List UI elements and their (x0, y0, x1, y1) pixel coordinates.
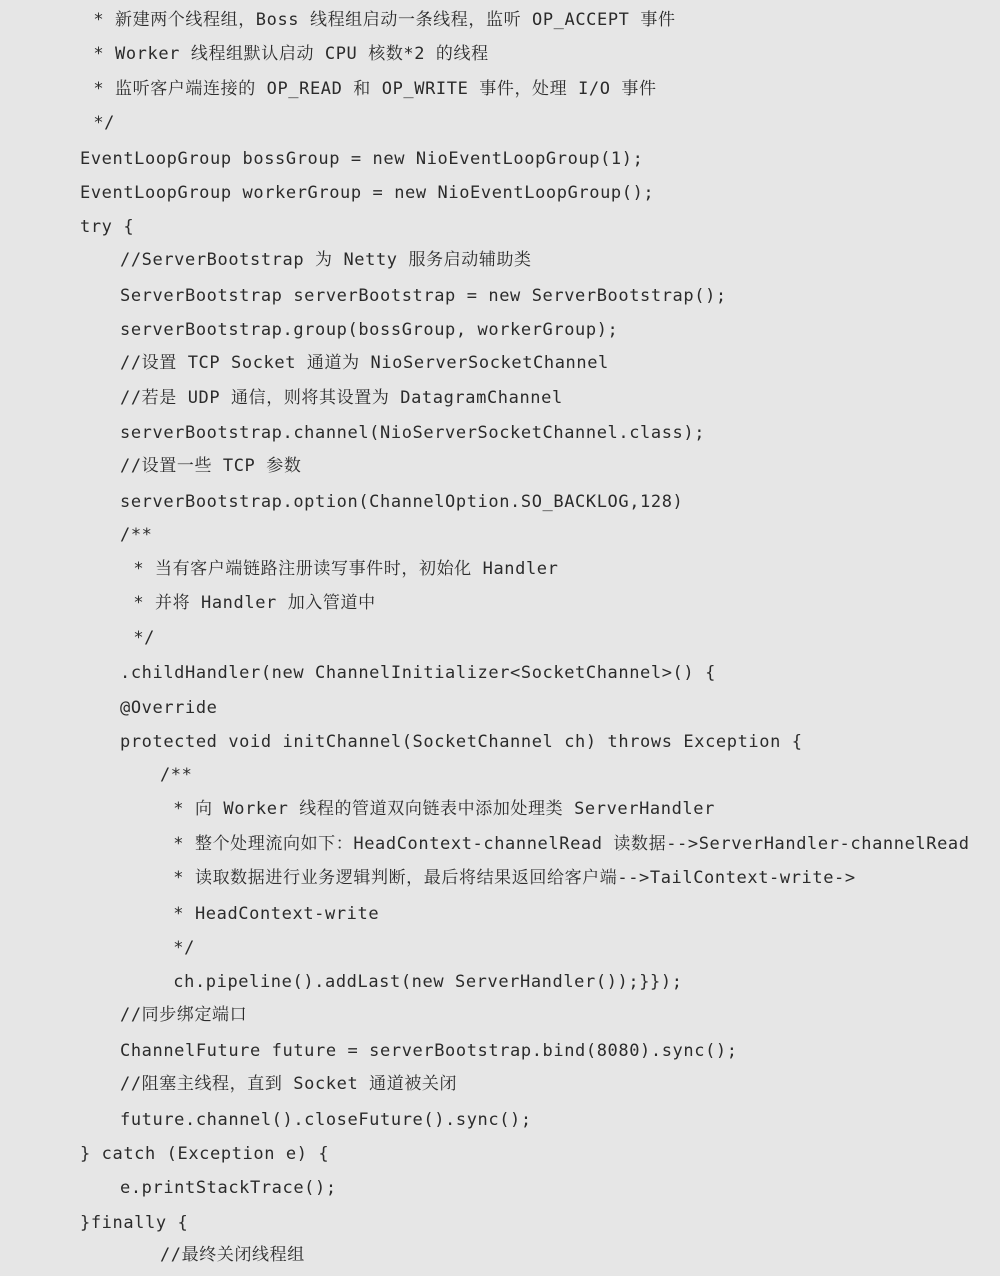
code-line: * 读取数据进行业务逻辑判断，最后将结果返回给客户端-->TailContext-write-> (173, 868, 856, 888)
code-line: * 监听客户端连接的 OP_READ 和 OP_WRITE 事件，处理 I/O 事件 (93, 79, 657, 99)
code-line: * 并将 Handler 加入管道中 (133, 593, 376, 613)
code-line: * 当有客户端链路注册读写事件时，初始化 Handler (133, 559, 559, 579)
code-line: /** (159, 765, 193, 785)
code-line: } catch (Exception e) { (80, 1144, 330, 1164)
code-line: ChannelFuture future = serverBootstrap.bind(8080).sync(); (119, 1041, 738, 1061)
code-line: //ServerBootstrap 为 Netty 服务启动辅助类 (119, 250, 532, 270)
code-line: //同步绑定端口 (119, 1005, 248, 1025)
code-line: //若是 UDP 通信，则将其设置为 DatagramChannel (119, 388, 563, 408)
code-line: ServerBootstrap serverBootstrap = new ServerBootstrap(); (119, 286, 727, 306)
code-line: EventLoopGroup bossGroup = new NioEventLoopGroup(1); (80, 149, 644, 169)
code-line: serverBootstrap.option(ChannelOption.SO_BACKLOG,128) (119, 492, 684, 512)
code-line: */ (173, 938, 195, 958)
code-line: future.channel().closeFuture().sync(); (119, 1110, 532, 1130)
code-line: * Worker 线程组默认启动 CPU 核数*2 的线程 (93, 44, 489, 64)
code-line: @Override (119, 698, 218, 718)
code-line: serverBootstrap.group(bossGroup, workerGroup); (119, 320, 619, 340)
code-line: /** (119, 525, 153, 545)
code-line: EventLoopGroup workerGroup = new NioEventLoopGroup(); (80, 183, 655, 203)
code-line: protected void initChannel(SocketChannel ch) throws Exception { (119, 732, 803, 752)
code-line: * 向 Worker 线程的管道双向链表中添加处理类 ServerHandler (173, 799, 715, 819)
code-line: serverBootstrap.channel(NioServerSocketChannel.class); (119, 423, 706, 443)
code-line: //设置一些 TCP 参数 (119, 456, 302, 476)
code-line: */ (93, 113, 115, 133)
code-line: * HeadContext-write (173, 904, 380, 924)
code-line: */ (133, 628, 155, 648)
code-line: * 新建两个线程组，Boss 线程组启动一条线程，监听 OP_ACCEPT 事件 (93, 10, 676, 30)
code-line: //设置 TCP Socket 通道为 NioServerSocketChannel (119, 353, 609, 373)
code-line: }finally { (80, 1213, 189, 1233)
code-line: .childHandler(new ChannelInitializer<SocketChannel>() { (119, 663, 716, 683)
code-line: e.printStackTrace(); (119, 1178, 337, 1198)
code-line: ch.pipeline().addLast(new ServerHandler());}}); (173, 972, 683, 992)
code-line: //阻塞主线程，直到 Socket 通道被关闭 (119, 1074, 458, 1094)
code-line: try { (80, 217, 135, 237)
code-line: * 整个处理流向如下：HeadContext-channelRead 读数据-->ServerHandler-channelRead (173, 834, 970, 854)
code-line: //最终关闭线程组 (159, 1245, 305, 1265)
